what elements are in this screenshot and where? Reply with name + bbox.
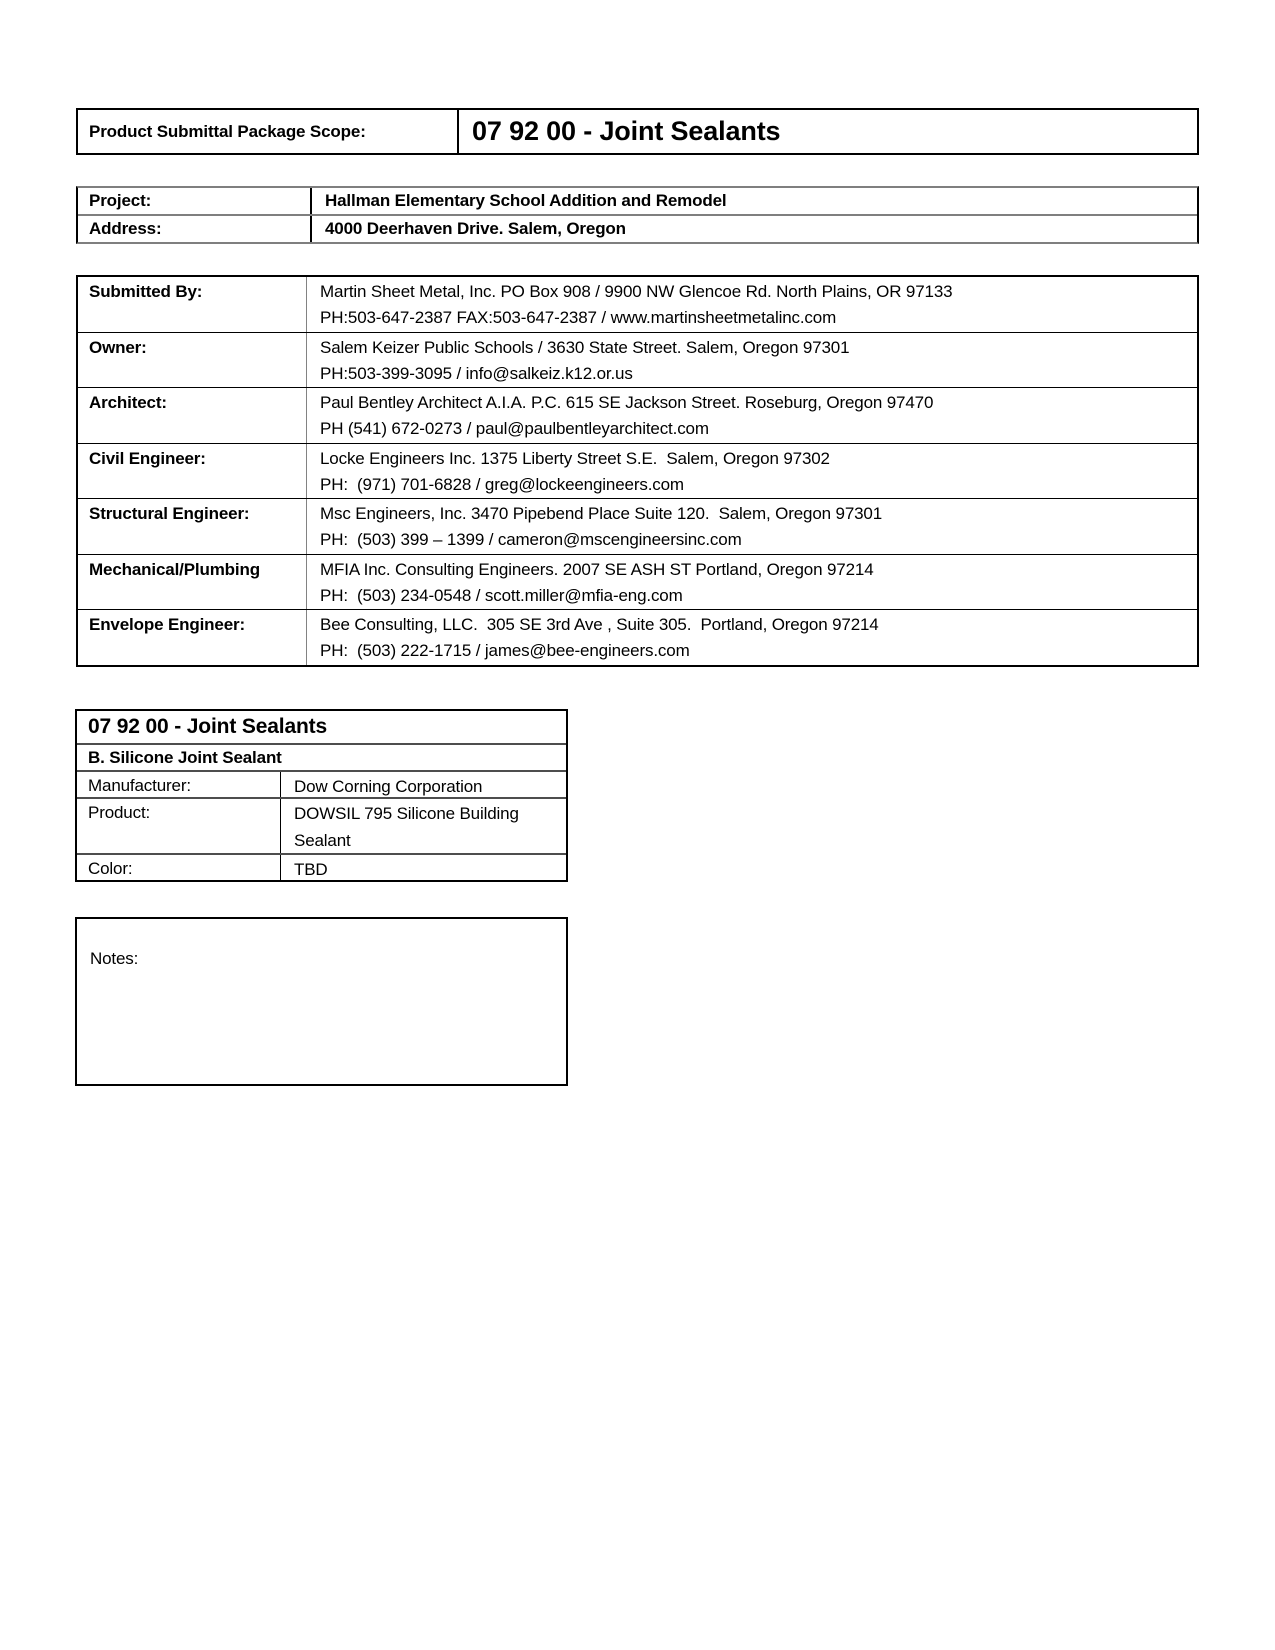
table-row: [78, 554, 1197, 610]
product-label: Product:: [77, 799, 281, 853]
address-value: 4000 Deerhaven Drive. Salem, Oregon: [325, 219, 626, 238]
table-row: [78, 277, 1197, 332]
contact-phone-line: PH: (503) 222-1715 / james@bee-engineers.com: [320, 641, 690, 661]
product-table: [75, 709, 568, 882]
contact-address-line: Paul Bentley Architect A.I.A. P.C. 615 SE Jackson Street. Roseburg, Oregon 97470: [320, 393, 934, 413]
notes-box: [75, 917, 568, 1086]
contacts-table: [76, 275, 1199, 667]
contact-role: Submitted By:: [78, 277, 307, 332]
scope-value: 07 92 00 - Joint Sealants: [472, 116, 781, 146]
product-section-title: [77, 711, 566, 743]
table-row: [78, 188, 1197, 214]
contact-phone-line: PH (541) 672-0273 / paul@paulbentleyarchitect.com: [320, 419, 709, 439]
product-subsection-title: [77, 743, 566, 770]
product-section-title-text: 07 92 00 - Joint Sealants: [88, 715, 328, 738]
scope-table: [76, 108, 1199, 155]
contact-info: [307, 610, 1197, 665]
contact-role: Civil Engineer:: [78, 444, 307, 499]
contact-role: Owner:: [78, 333, 307, 388]
address-label: Address:: [78, 216, 312, 242]
table-row: [78, 387, 1197, 443]
manufacturer-value: Dow Corning Corporation: [294, 777, 483, 796]
contact-info: [307, 388, 1197, 443]
project-value: Hallman Elementary School Addition and Remodel: [325, 191, 727, 210]
color-label: Color:: [77, 855, 281, 880]
notes-label: Notes:: [90, 949, 139, 968]
contact-address-line: Locke Engineers Inc. 1375 Liberty Street S.E. Salem, Oregon 97302: [320, 448, 830, 468]
color-value: TBD: [294, 860, 328, 879]
contact-phone-line: PH: (503) 399 – 1399 / cameron@mscengineersinc.com: [320, 530, 742, 550]
contact-info: [307, 333, 1197, 388]
contact-address-line: MFIA Inc. Consulting Engineers. 2007 SE ASH ST Portland, Oregon 97214: [320, 559, 874, 579]
table-row: [78, 214, 1197, 242]
table-row: [77, 797, 566, 853]
contact-role: Mechanical/Plumbing: [78, 555, 307, 610]
contact-role: Structural Engineer:: [78, 499, 307, 554]
contact-phone-line: PH: (503) 234-0548 / scott.miller@mfia-eng.com: [320, 585, 683, 605]
table-row: [78, 332, 1197, 388]
product-value: DOWSIL 795 Silicone Building Sealant: [294, 804, 524, 850]
table-row: [78, 498, 1197, 554]
contact-role: Architect:: [78, 388, 307, 443]
contact-address-line: Martin Sheet Metal, Inc. PO Box 908 / 9900 NW Glencoe Rd. North Plains, OR 97133: [320, 282, 953, 301]
table-row: [77, 853, 566, 880]
project-table: [76, 186, 1199, 244]
contact-info: [307, 444, 1197, 499]
contact-info: [307, 555, 1197, 610]
contact-phone-line: PH: (971) 701-6828 / greg@lockeengineers.com: [320, 474, 684, 494]
contact-phone-line: PH:503-399-3095 / info@salkeiz.k12.or.us: [320, 363, 633, 383]
contact-phone-line: PH:503-647-2387 FAX:503-647-2387 / www.martinsheetmetalinc.com: [320, 308, 837, 327]
contact-role: Envelope Engineer:: [78, 610, 307, 665]
project-label: Project:: [78, 188, 312, 214]
contact-address-line: Salem Keizer Public Schools / 3630 State Street. Salem, Oregon 97301: [320, 337, 850, 357]
table-row: [78, 443, 1197, 499]
contact-address-line: Msc Engineers, Inc. 3470 Pipebend Place Suite 120. Salem, Oregon 97301: [320, 504, 883, 524]
scope-label: Product Submittal Package Scope:: [78, 110, 459, 153]
contact-info: [307, 277, 1197, 332]
contact-address-line: Bee Consulting, LLC. 305 SE 3rd Ave , Suite 305. Portland, Oregon 97214: [320, 615, 879, 635]
table-row: [78, 609, 1197, 665]
product-subsection-title-text: B. Silicone Joint Sealant: [88, 747, 282, 767]
contact-info: [307, 499, 1197, 554]
manufacturer-label: Manufacturer:: [77, 772, 281, 797]
table-row: [77, 770, 566, 797]
